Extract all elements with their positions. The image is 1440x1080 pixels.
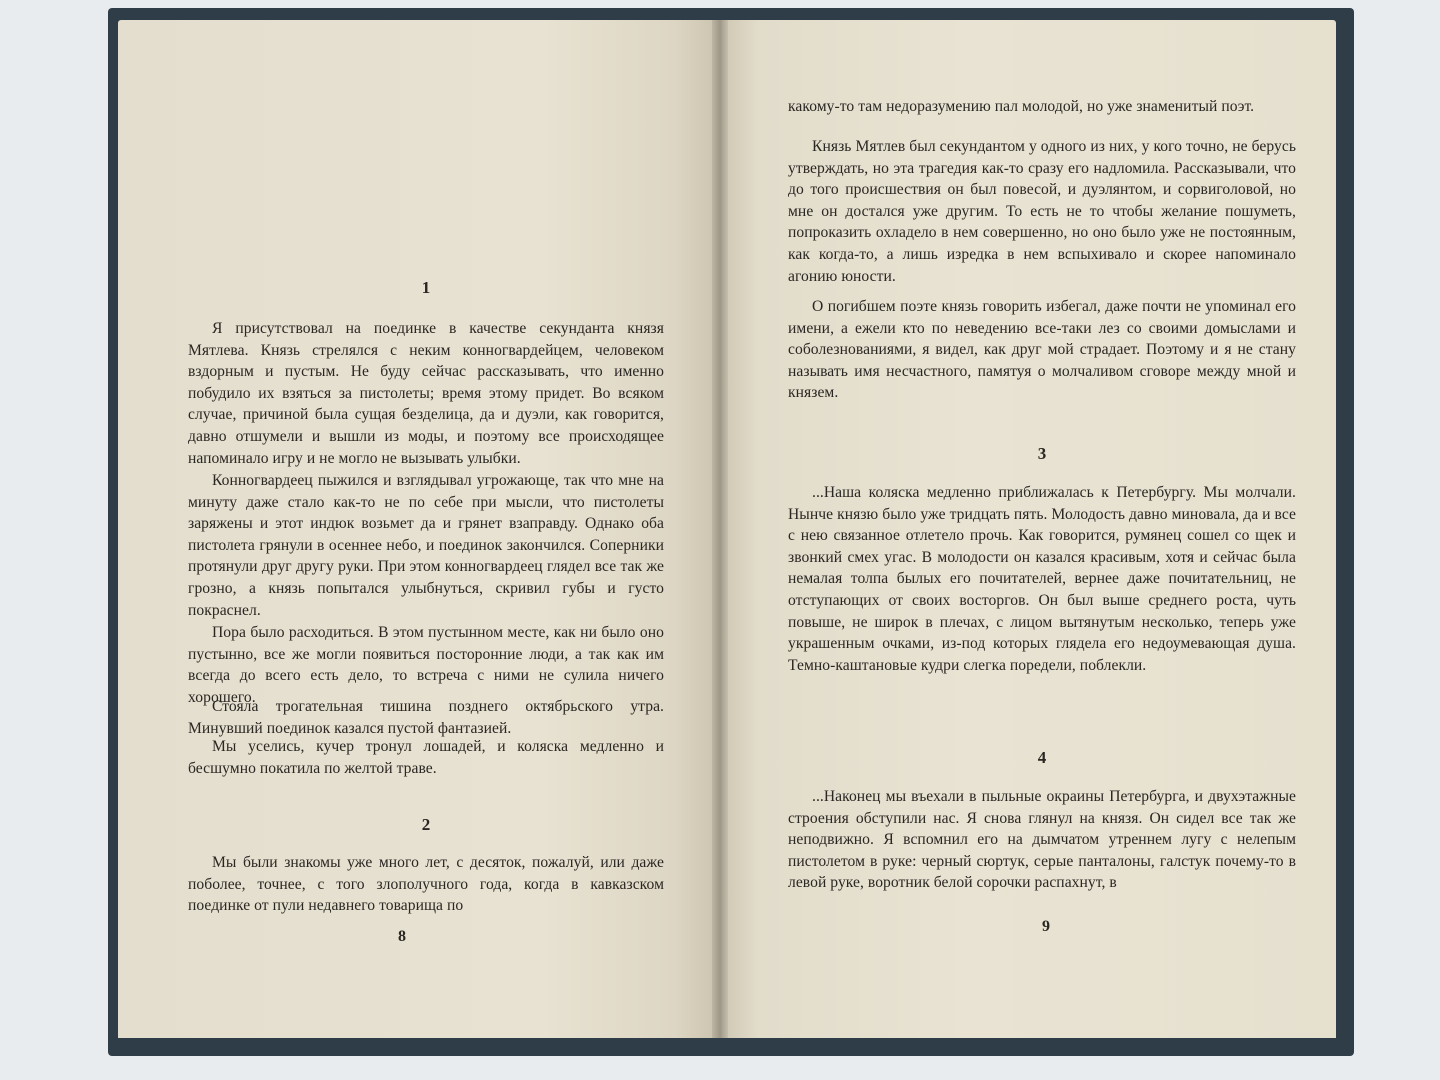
chapter-4-heading: 4 — [1037, 748, 1047, 767]
chapter-3-heading: 3 — [1037, 444, 1047, 463]
continuation-paragraph: Князь Мятлев был секундантом у одного из них, у кого точно, не берусь утверждать, но эта трагедия как-то сразу его надломила. Рассказывали, что до того происшествия он был повесой, и дуэлянтом, и сорвиголовой, но мне он достался уже другим. То есть не то чтобы желание пошуметь, попроказить охладело в нем совершенно, но оно было уже не постоянным, как когда-то, а лишь изредка в нем вспыхивало и скорее напоминало агонию юности. — [788, 138, 1296, 285]
left-page — [118, 20, 723, 1038]
chapter-1-paragraph: Пора было расходиться. В этом пустынном месте, как ни было оно пустынно, все же могли появиться посторонние люди, а так как им всегда до всего есть дело, то встреча с ними не сулила ничего хорошего. — [188, 624, 664, 706]
continuation-paragraph: какому-то там недоразумению пал молодой, но уже знаменитый поэт. — [788, 98, 1255, 115]
chapter-1-heading: 1 — [421, 278, 431, 297]
chapter-1-paragraph: Стояла трогательная тишина позднего октябрьского утра. Минувший поединок казался пустой фантазией. — [188, 698, 664, 737]
chapter-1-paragraph: Мы уселись, кучер тронул лошадей, и коляска медленно и бесшумно покатила по желтой траве. — [188, 738, 664, 777]
right-page — [722, 20, 1336, 1038]
chapter-2-paragraph: Мы были знакомы уже много лет, с десяток, пожалуй, или даже поболее, точнее, с того злополучного года, когда в кавказском поединке от пули недавнего товарища по — [188, 854, 664, 915]
chapter-1-paragraph: Я присутствовал на поединке в качестве секунданта князя Мятлева. Князь стрелялся с неким конногвардейцем, человеком вздорным и пустым. Не буду сейчас рассказывать, что именно побудило их взяться за пистолеты; время этому придет. Во всяком случае, причиной была сущая безделица, да и дуэли, как говорится, давно отшумели и вышли из моды, и поэтому все происходящее напоминало игру и не могло не вызывать улыбки. — [188, 320, 664, 467]
chapter-4-paragraph: ...Наконец мы въехали в пыльные окраины Петербурга, и двухэтажные строения обступили нас. Я снова глянул на князя. Он сидел все так же неподвижно. Я вспомнил его на дымчатом утреннем лугу с нелепым пистолетом в руке: черный сюртук, серые панталоны, галстук почему-то в левой руке, воротник белой сорочки распахнут, в — [788, 788, 1296, 892]
book-gutter — [712, 20, 728, 1038]
chapter-3-paragraph: ...Наша коляска медленно приближалась к Петербургу. Мы молчали. Нынче князю было уже тридцать пять. Молодость давно миновала, да и все с нею связанное отлетело прочь. Как говорится, румянец сошел со щек и звонкий смех угас. В молодости он казался красивым, хотя и сейчас была немалая толпа былых его почитателей, вернее даже почитательниц, не отступающих от своих восторгов. Он был выше среднего роста, чуть повыше, не широк в плечах, с лицом вытянутым несколько, теперь уже украшенным очками, из-под которых глядела его недоумевающая душа. Темно-каштановые кудри слегка поредели, поблекли. — [788, 484, 1296, 674]
chapter-1-paragraph: Конногвардеец пыжился и взглядывал угрожающе, так что мне на минуту даже стало как-то не по себе при мысли, что пистолеты заряжены и этот индюк возьмет да и грянет взаправду. Однако оба пистолета грянули в осеннее небо, и поединок закончился. Соперники протянули друг другу руки. При этом конногвардеец глядел все так же грозно, а князь попытался улыбнуться, скривил губы и густо покраснел. — [188, 472, 664, 619]
continuation-paragraph: О погибшем поэте князь говорить избегал, даже почти не упоминал его имени, а ежели кто по неведению все-таки лез со своими домыслами и соболезнованиями, я видел, как друг мой страдает. Поэтому и я не стану называть имя несчастного, памятуя о молчаливом сговоре между мной и князем. — [788, 298, 1296, 402]
page-number-right: 9 — [1042, 918, 1050, 935]
page-number-left: 8 — [398, 928, 406, 945]
chapter-2-heading: 2 — [421, 815, 431, 834]
